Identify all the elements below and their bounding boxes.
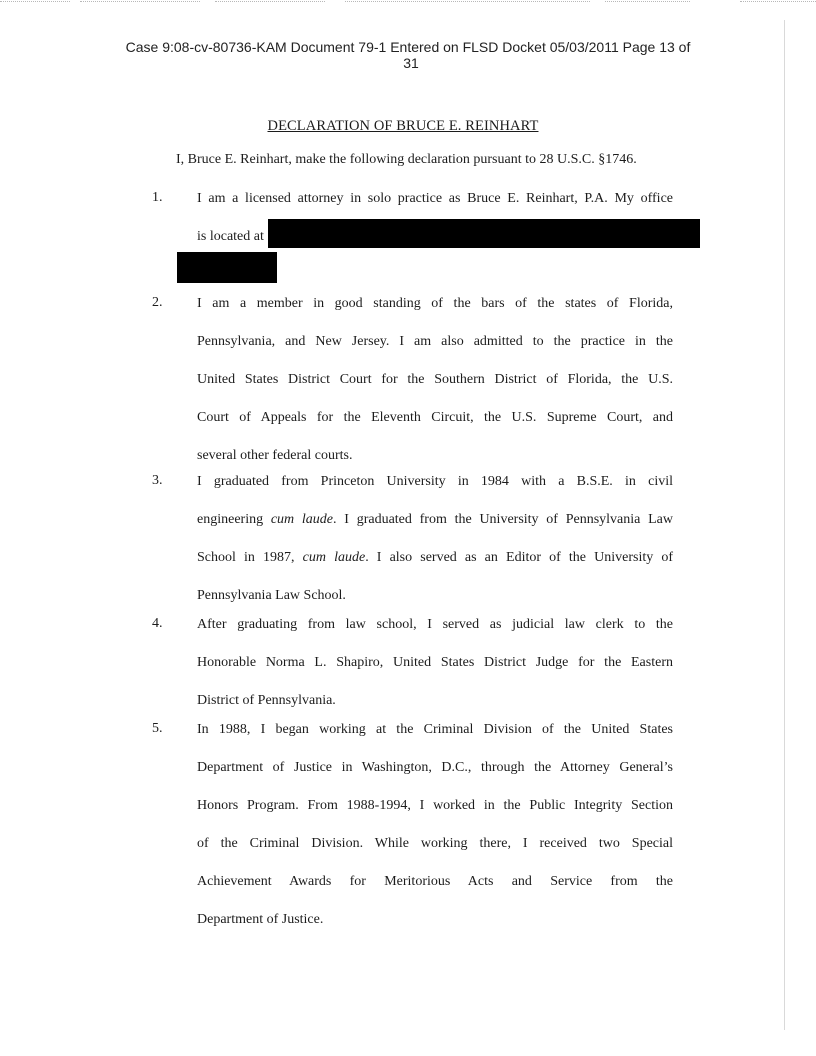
paragraph-number: 5.	[152, 721, 163, 736]
paragraph-line: I am a licensed attorney in solo practice as Bruce E. Reinhart, P.A. My office	[197, 191, 673, 206]
paragraph-line: is located at	[197, 229, 264, 244]
paragraph-line: District of Pennsylvania.	[197, 693, 336, 708]
paragraph-4	[197, 616, 673, 730]
paragraph-line: Court of Appeals for the Eleventh Circuit, the U.S. Supreme Court, and	[197, 410, 673, 425]
paragraph-line: Honorable Norma L. Shapiro, United States District Judge for the Eastern	[197, 655, 673, 670]
paragraph-number: 1.	[152, 190, 163, 205]
paragraph-number: 4.	[152, 616, 163, 631]
paragraph-5	[197, 721, 673, 949]
redaction-bar	[268, 219, 700, 248]
latin-phrase: cum laude	[302, 550, 366, 565]
paragraph-2	[197, 295, 673, 485]
paragraph-number: 3.	[152, 473, 163, 488]
declaration-intro: I, Bruce E. Reinhart, make the following declaration pursuant to 28 U.S.C. §1746.	[176, 152, 637, 167]
paragraph-line: Pennsylvania, and New Jersey. I am also admitted to the practice in the	[197, 334, 673, 349]
paragraph-line: I graduated from Princeton University in 1984 with a B.S.E. in civil	[197, 474, 673, 489]
paragraph-line: Achievement Awards for Meritorious Acts and Service from the	[197, 874, 673, 889]
paragraph-line: engineering cum laude. I graduated from the University of Pennsylvania Law	[197, 512, 673, 527]
declaration-title: DECLARATION OF BRUCE E. REINHART	[267, 118, 539, 134]
paragraph-line: United States District Court for the Southern District of Florida, the U.S.	[197, 372, 673, 387]
paragraph-line: Department of Justice.	[197, 912, 324, 927]
paragraph-line: several other federal courts.	[197, 448, 353, 463]
paragraph-number: 2.	[152, 295, 163, 310]
paragraph-line: In 1988, I began working at the Criminal Division of the United States	[197, 722, 673, 737]
paragraph-line: After graduating from law school, I served as judicial law clerk to the	[197, 617, 673, 632]
paragraph-line: Department of Justice in Washington, D.C., through the Attorney General’s	[197, 760, 673, 775]
paragraph-line: Pennsylvania Law School.	[197, 588, 346, 603]
paragraph-line: School in 1987, cum laude. I also served as an Editor of the University of	[197, 550, 674, 565]
redaction-bar	[177, 252, 277, 283]
paragraph-line: of the Criminal Division. While working there, I received two Special	[197, 836, 673, 851]
docket-header-line-2: 31	[403, 55, 419, 71]
paragraph-line: Honors Program. From 1988-1994, I worked in the Public Integrity Section	[197, 798, 673, 813]
scan-edge-noise	[0, 0, 816, 6]
paragraph-3	[197, 473, 673, 625]
docket-header	[0, 39, 816, 71]
paragraph-line: I am a member in good standing of the bars of the states of Florida,	[197, 296, 673, 311]
scan-edge-line	[784, 20, 785, 1030]
latin-phrase: cum laude	[270, 512, 334, 527]
docket-header-line-1: Case 9:08-cv-80736-KAM Document 79-1 Entered on FLSD Docket 05/03/2011 Page 13 of	[125, 39, 691, 55]
